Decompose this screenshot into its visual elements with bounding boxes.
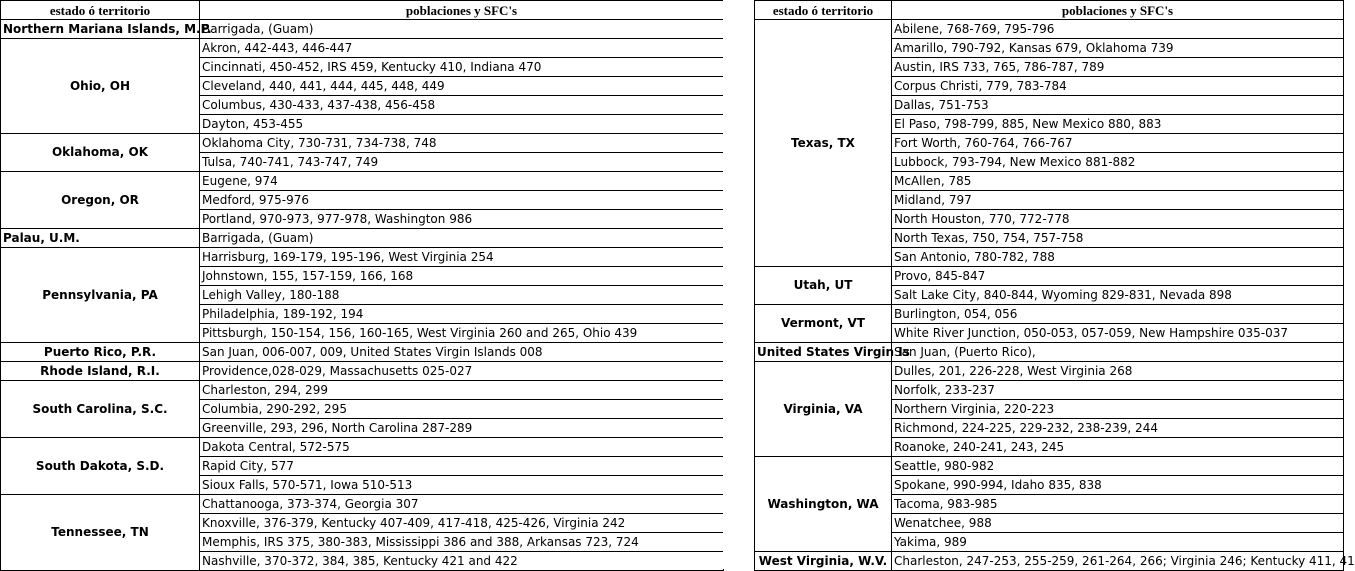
city-cell[interactable]: Medford, 975-976 <box>200 191 724 210</box>
city-cell[interactable]: Yakima, 989 <box>892 533 1344 552</box>
table-row <box>1 39 724 58</box>
city-cell[interactable]: San Juan, (Puerto Rico), <box>892 343 1344 362</box>
state-cell[interactable]: Palau, U.M. <box>1 229 200 248</box>
city-cell[interactable]: White River Junction, 050-053, 057-059, New Hampshire 035-037 <box>892 324 1344 343</box>
city-cell[interactable]: Wenatchee, 988 <box>892 514 1344 533</box>
table-row <box>755 267 1344 286</box>
city-cell[interactable]: Dayton, 453-455 <box>200 115 724 134</box>
city-cell[interactable]: Norfolk, 233-237 <box>892 381 1344 400</box>
city-cell[interactable]: Philadelphia, 189-192, 194 <box>200 305 724 324</box>
right-table-body <box>755 20 1355 571</box>
city-cell[interactable]: Salt Lake City, 840-844, Wyoming 829-831, Nevada 898 <box>892 286 1344 305</box>
city-cell[interactable]: Northern Virginia, 220-223 <box>892 400 1344 419</box>
state-cell[interactable]: Oklahoma, OK <box>1 134 200 172</box>
city-cell[interactable]: Spokane, 990-994, Idaho 835, 838 <box>892 476 1344 495</box>
state-cell[interactable]: Virginia, VA <box>755 362 892 457</box>
state-cell[interactable]: United States Virgin Is <box>755 343 892 362</box>
places-column-header: poblaciones y SFC's <box>892 1 1344 20</box>
city-cell[interactable]: Seattle, 980-982 <box>892 457 1344 476</box>
city-cell[interactable]: San Juan, 006-007, 009, United States Virgin Islands 008 <box>200 343 724 362</box>
table-row <box>1 438 724 457</box>
table-row <box>755 552 1344 571</box>
city-cell[interactable]: Johnstown, 155, 157-159, 166, 168 <box>200 267 724 286</box>
city-cell[interactable]: North Houston, 770, 772-778 <box>892 210 1344 229</box>
header-row <box>755 1 1344 20</box>
city-cell[interactable]: McAllen, 785 <box>892 172 1344 191</box>
city-cell[interactable]: North Texas, 750, 754, 757-758 <box>892 229 1344 248</box>
state-cell[interactable]: West Virginia, W.V. <box>755 552 892 571</box>
state-column-header: estado ó territorio <box>755 1 892 20</box>
state-cell[interactable]: Pennsylvania, PA <box>1 248 200 343</box>
state-cell[interactable]: Ohio, OH <box>1 39 200 134</box>
header-row <box>1 1 724 20</box>
city-cell[interactable]: Austin, IRS 733, 765, 786-787, 789 <box>892 58 1344 77</box>
state-cell[interactable]: Utah, UT <box>755 267 892 305</box>
city-cell[interactable]: El Paso, 798-799, 885, New Mexico 880, 883 <box>892 115 1344 134</box>
state-cell[interactable]: Vermont, VT <box>755 305 892 343</box>
table-row <box>1 134 724 153</box>
table-row <box>1 229 724 248</box>
state-cell[interactable]: Oregon, OR <box>1 172 200 229</box>
city-cell[interactable]: Amarillo, 790-792, Kansas 679, Oklahoma 739 <box>892 39 1344 58</box>
table-row <box>1 495 724 514</box>
city-cell[interactable]: Oklahoma City, 730-731, 734-738, 748 <box>200 134 724 153</box>
city-cell[interactable]: Sioux Falls, 570-571, Iowa 510-513 <box>200 476 724 495</box>
city-cell[interactable]: Rapid City, 577 <box>200 457 724 476</box>
right-table <box>754 0 1355 571</box>
city-cell[interactable]: Greenville, 293, 296, North Carolina 287-289 <box>200 419 724 438</box>
city-cell[interactable]: Columbus, 430-433, 437-438, 456-458 <box>200 96 724 115</box>
city-cell[interactable]: Chattanooga, 373-374, Georgia 307 <box>200 495 724 514</box>
state-cell[interactable]: Puerto Rico, P.R. <box>1 343 200 362</box>
table-row <box>1 172 724 191</box>
city-cell[interactable]: Harrisburg, 169-179, 195-196, West Virginia 254 <box>200 248 724 267</box>
city-cell[interactable]: Knoxville, 376-379, Kentucky 407-409, 417-418, 425-426, Virginia 242 <box>200 514 724 533</box>
table-row <box>1 381 724 400</box>
city-cell[interactable]: Lubbock, 793-794, New Mexico 881-882 <box>892 153 1344 172</box>
table-row <box>1 343 724 362</box>
state-cell[interactable]: Northern Mariana Islands, M.P. <box>1 20 200 39</box>
city-cell[interactable]: Fort Worth, 760-764, 766-767 <box>892 134 1344 153</box>
table-row <box>755 20 1344 39</box>
state-cell[interactable]: Washington, WA <box>755 457 892 552</box>
state-cell[interactable]: South Dakota, S.D. <box>1 438 200 495</box>
city-cell[interactable]: Lehigh Valley, 180-188 <box>200 286 724 305</box>
city-cell[interactable]: Providence,028-029, Massachusetts 025-027 <box>200 362 724 381</box>
table-row <box>755 343 1344 362</box>
city-cell[interactable]: Abilene, 768-769, 795-796 <box>892 20 1344 39</box>
city-cell[interactable]: Midland, 797 <box>892 191 1344 210</box>
city-cell[interactable]: Pittsburgh, 150-154, 156, 160-165, West Virginia 260 and 265, Ohio 439 <box>200 324 724 343</box>
city-cell[interactable]: Richmond, 224-225, 229-232, 238-239, 244 <box>892 419 1344 438</box>
city-cell[interactable]: Dulles, 201, 226-228, West Virginia 268 <box>892 362 1344 381</box>
city-cell[interactable]: Portland, 970-973, 977-978, Washington 986 <box>200 210 724 229</box>
city-cell[interactable]: Burlington, 054, 056 <box>892 305 1344 324</box>
places-column-header: poblaciones y SFC's <box>200 1 724 20</box>
city-cell[interactable]: Columbia, 290-292, 295 <box>200 400 724 419</box>
state-cell[interactable]: South Carolina, S.C. <box>1 381 200 438</box>
city-cell[interactable]: Charleston, 247-253, 255-259, 261-264, 266; Virginia 246; Kentucky 411, 41 <box>892 552 1344 571</box>
city-cell[interactable]: Tulsa, 740-741, 743-747, 749 <box>200 153 724 172</box>
city-cell[interactable]: Akron, 442-443, 446-447 <box>200 39 724 58</box>
city-cell[interactable]: San Antonio, 780-782, 788 <box>892 248 1344 267</box>
city-cell[interactable]: Provo, 845-847 <box>892 267 1344 286</box>
table-row <box>755 305 1344 324</box>
table-row <box>1 248 724 267</box>
city-cell[interactable]: Roanoke, 240-241, 243, 245 <box>892 438 1344 457</box>
city-cell[interactable]: Dakota Central, 572-575 <box>200 438 724 457</box>
city-cell[interactable]: Barrigada, (Guam) <box>200 20 724 39</box>
city-cell[interactable]: Cincinnati, 450-452, IRS 459, Kentucky 410, Indiana 470 <box>200 58 724 77</box>
state-cell[interactable]: Tennessee, TN <box>1 495 200 571</box>
city-cell[interactable]: Barrigada, (Guam) <box>200 229 724 248</box>
left-table-body <box>1 20 724 571</box>
city-cell[interactable]: Memphis, IRS 375, 380-383, Mississippi 386 and 388, Arkansas 723, 724 <box>200 533 724 552</box>
table-row <box>1 20 724 39</box>
state-cell[interactable]: Texas, TX <box>755 20 892 267</box>
city-cell[interactable]: Tacoma, 983-985 <box>892 495 1344 514</box>
city-cell[interactable]: Charleston, 294, 299 <box>200 381 724 400</box>
city-cell[interactable]: Nashville, 370-372, 384, 385, Kentucky 421 and 422 <box>200 552 724 571</box>
city-cell[interactable]: Corpus Christi, 779, 783-784 <box>892 77 1344 96</box>
table-row <box>755 457 1344 476</box>
city-cell[interactable]: Dallas, 751-753 <box>892 96 1344 115</box>
state-column-header: estado ó territorio <box>1 1 200 20</box>
table-row <box>1 362 724 381</box>
column-gap <box>723 0 754 569</box>
table-row <box>755 362 1344 381</box>
city-cell[interactable]: Eugene, 974 <box>200 172 724 191</box>
state-cell[interactable]: Rhode Island, R.I. <box>1 362 200 381</box>
city-cell[interactable]: Cleveland, 440, 441, 444, 445, 448, 449 <box>200 77 724 96</box>
